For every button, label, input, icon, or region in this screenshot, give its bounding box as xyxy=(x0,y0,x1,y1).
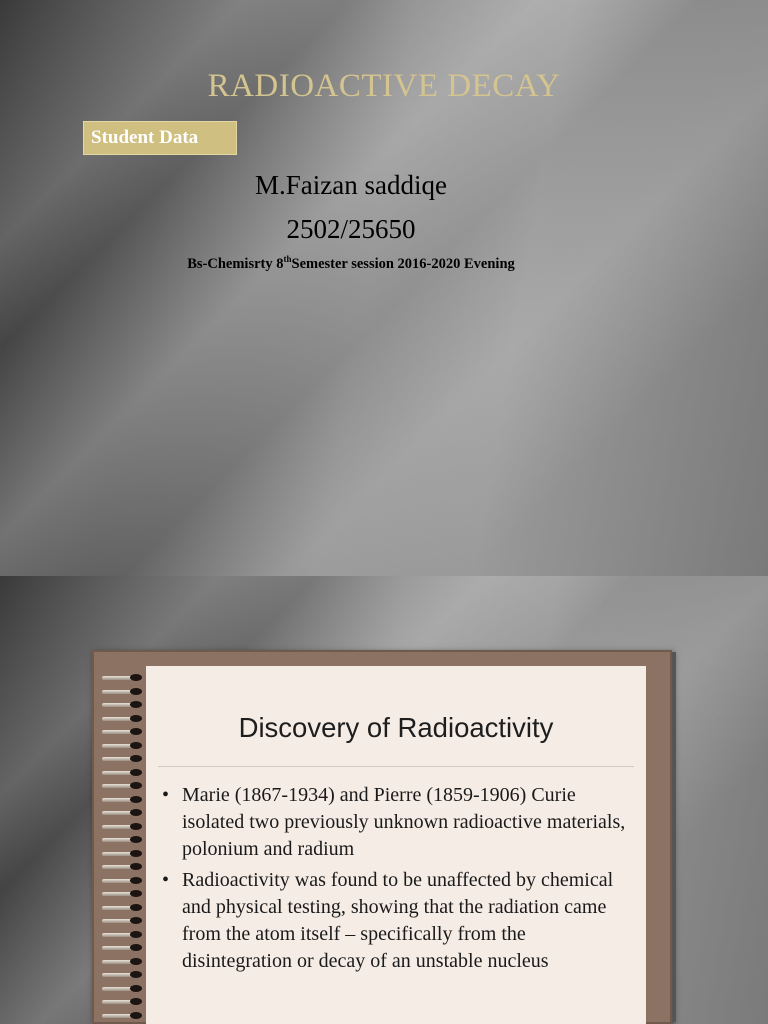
coil-hole xyxy=(130,985,142,992)
spiral-coil xyxy=(100,956,146,968)
spiral-coil xyxy=(100,888,146,900)
coil-hole xyxy=(130,958,142,965)
student-program xyxy=(0,254,702,273)
student-data-badge: Student Data xyxy=(83,121,237,155)
spiral-coil xyxy=(100,929,146,941)
spiral-coil xyxy=(100,834,146,846)
spiral-coil xyxy=(100,875,146,887)
spiral-coil xyxy=(100,807,146,819)
coil-hole xyxy=(130,796,142,803)
coil-hole xyxy=(130,971,142,978)
spiral-coil xyxy=(100,969,146,981)
coil-hole xyxy=(130,944,142,951)
program-ordinal-suffix: th xyxy=(283,254,292,264)
spiral-coil xyxy=(100,740,146,752)
spiral-coil xyxy=(100,794,146,806)
coil-hole xyxy=(130,755,142,762)
coil-hole xyxy=(130,890,142,897)
bullet-list xyxy=(158,782,638,979)
student-name: M.Faizan saddiqe xyxy=(255,170,447,200)
spiral-coil xyxy=(100,672,146,684)
coil-hole xyxy=(130,728,142,735)
discovery-heading: Discovery of Radioactivity xyxy=(238,712,554,743)
spiral-coil xyxy=(100,699,146,711)
spiral-coil xyxy=(100,942,146,954)
heading-divider xyxy=(158,766,634,767)
coil-hole xyxy=(130,769,142,776)
spiral-coil xyxy=(100,713,146,725)
student-id: 2502/25650 xyxy=(286,214,416,244)
spiral-coil xyxy=(100,821,146,833)
notebook-picture xyxy=(92,650,672,1024)
spiral-coil xyxy=(100,726,146,738)
coil-hole xyxy=(130,674,142,681)
coil-hole xyxy=(130,998,142,1005)
coil-hole xyxy=(130,782,142,789)
spiral-coil xyxy=(100,848,146,860)
program-prefix: Bs-Chemisrty 8 xyxy=(187,255,284,272)
spiral-coil xyxy=(100,902,146,914)
coil-hole xyxy=(130,877,142,884)
spiral-coil xyxy=(100,767,146,779)
spiral-coil xyxy=(100,983,146,995)
spiral-coil xyxy=(100,915,146,927)
slide-2 xyxy=(0,576,768,1024)
coil-hole xyxy=(130,1012,142,1019)
spiral-coil xyxy=(100,996,146,1008)
coil-hole xyxy=(130,715,142,722)
spiral-coil xyxy=(100,686,146,698)
coil-hole xyxy=(130,688,142,695)
bullet-item: • Radioactivity was found to be unaffected by chemical and physical testing, showing that the radiation came from the atom itself – specifically from the disintegration or decay of an unstable nucleus xyxy=(158,867,638,975)
coil-hole xyxy=(130,904,142,911)
coil-hole xyxy=(130,836,142,843)
coil-hole xyxy=(130,742,142,749)
spiral-binding-icon xyxy=(100,672,146,1024)
spiral-coil xyxy=(100,1010,146,1022)
coil-hole xyxy=(130,701,142,708)
spiral-coil xyxy=(100,861,146,873)
bullet-item: • Marie (1867-1934) and Pierre (1859-1906) Curie isolated two previously unknown radioactive materials, polonium and radium xyxy=(158,782,638,863)
coil-hole xyxy=(130,850,142,857)
coil-hole xyxy=(130,809,142,816)
coil-hole xyxy=(130,823,142,830)
slide-title: RADIOACTIVE DECAY xyxy=(207,68,561,104)
spiral-coil xyxy=(100,780,146,792)
program-suffix: Semester session 2016-2020 Evening xyxy=(291,255,515,272)
coil-hole xyxy=(130,931,142,938)
coil-hole xyxy=(130,917,142,924)
notebook-page xyxy=(146,666,646,1024)
spiral-coil xyxy=(100,753,146,765)
picture-shadow-edge xyxy=(672,652,676,1022)
coil-hole xyxy=(130,863,142,870)
